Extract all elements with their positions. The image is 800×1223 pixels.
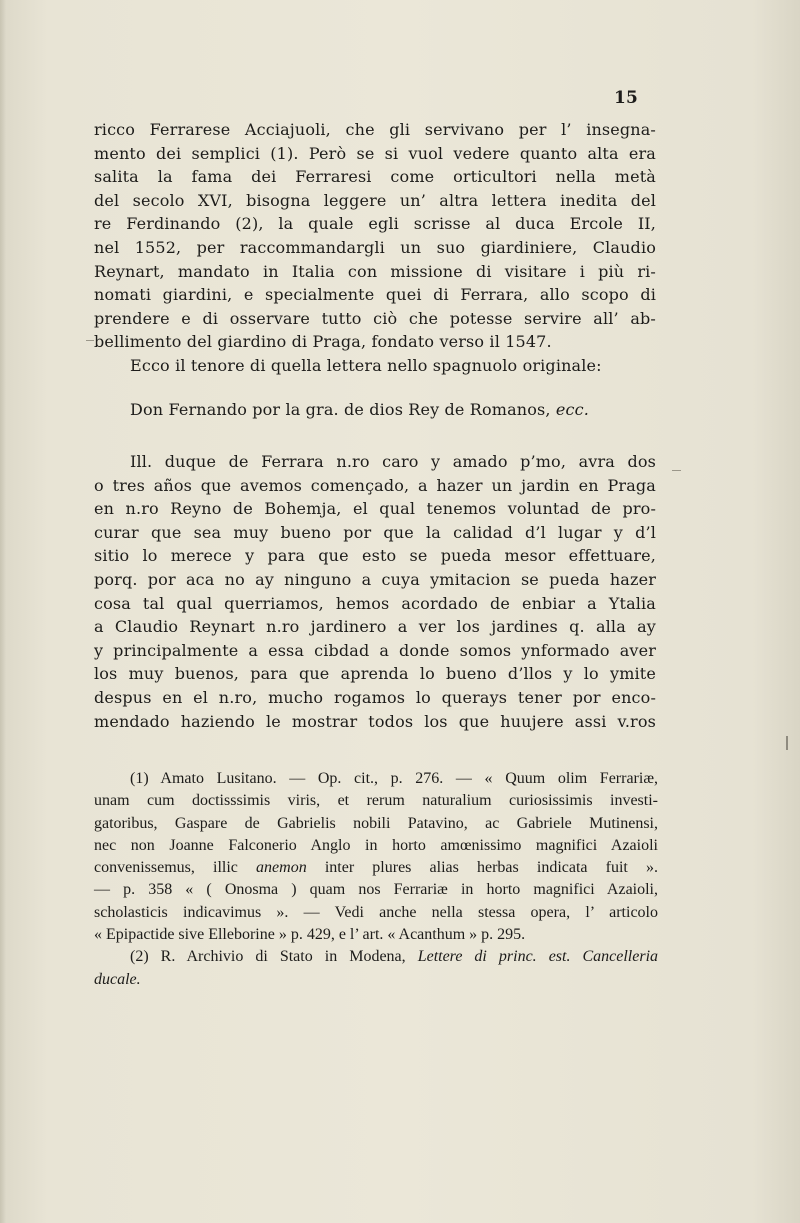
text-line: Reynart, mandato in Italia con missione di visitare i più ri- <box>94 261 656 281</box>
margin-mark-edge <box>786 736 788 750</box>
margin-mark-left <box>86 340 94 341</box>
text-line: del secolo XVI, bisogna leggere un’ altra lettera inedita del <box>94 190 656 210</box>
footnote-line: (1) Amato Lusitano. — Op. cit., p. 276. — « Quum olim Ferrariæ, <box>130 770 658 787</box>
text-line: nel 1552, per raccommandargli un suo giardiniere, Claudio <box>94 237 656 257</box>
footnote-text: convenissemus, illic <box>94 859 238 877</box>
text-line: prendere e di osservare tutto ciò che potesse servire all’ ab- <box>94 308 656 328</box>
letter-line: mendado haziendo le mostrar todos los que huujere assi v.ros <box>94 711 656 731</box>
footnote-line: — p. 358 « ( Onosma ) quam nos Ferrariæ in horto magnifici Azaioli, <box>94 881 658 899</box>
letter-line: curar que sea muy bueno por que la calidad d’l lugar y d’l <box>94 522 656 542</box>
letter-line: los muy buenos, para que aprenda lo bueno d’llos y lo ymite <box>94 664 656 684</box>
footnote-text: inter plures alias herbas indicata fuit ». <box>324 859 659 877</box>
text-line: bellimento del giardino di Praga, fondato verso il 1547. <box>94 332 552 352</box>
letter-heading <box>130 398 650 422</box>
letter-heading-line <box>130 398 650 422</box>
footnote-italic: Lettere di princ. est. Cancelleria <box>417 948 659 966</box>
footnote-line: « Epipactide sive Elleborine » p. 429, e l’ art. « Acanthum » p. 295. <box>94 926 526 944</box>
letter-line: cosa tal qual querriamos, hemos acordado de enbiar a Ytalia <box>94 593 656 613</box>
text-line: mento dei semplici (1). Però se si vuol vedere quanto alta era <box>94 143 656 163</box>
main-paragraph <box>94 118 656 378</box>
letter-heading-italic: ecc. <box>555 400 589 419</box>
footnote-line: scholasticis indicavimus ». — Vedi anche nella stessa opera, l’ articolo <box>94 903 658 921</box>
footnote-line <box>94 946 658 968</box>
footnote-line: unam cum doctisssimis viris, et rerum naturalium curiosissimis investi- <box>94 792 658 810</box>
footnote-text: (2) R. Archivio di Stato in Modena, <box>130 948 406 966</box>
letter-line: despus en el n.ro, mucho rogamos lo querays tener por enco- <box>94 687 656 707</box>
margin-mark-right <box>672 470 681 471</box>
text-line: Ecco il tenore di quella lettera nello spagnuolo originale: <box>130 355 602 375</box>
text-line: nomati giardini, e specialmente quei di Ferrara, allo scopo di <box>94 285 656 305</box>
footnote-line: ducale. <box>94 970 141 988</box>
page-number: 15 <box>614 88 639 108</box>
letter-line: sitio lo merece y para que esto se pueda mesor effettuare, <box>94 546 656 566</box>
letter-line: y principalmente a essa cibdad a donde somos ynformado aver <box>94 640 656 660</box>
letter-line: porq. por aca no ay ninguno a cuya ymitacion se pueda hazer <box>94 569 656 589</box>
letter-line: en n.ro Reyno de Bohemja, el qual tenemos voluntad de pro- <box>94 499 656 519</box>
text-line: re Ferdinando (2), la quale egli scrisse al duca Ercole II, <box>94 214 656 234</box>
letter-line: Ill. duque de Ferrara n.ro caro y amado p’mo, avra dos <box>130 452 656 471</box>
letter-heading-text: Don Fernando por la gra. de dios Rey de Romanos, <box>130 400 551 419</box>
page-edge-shadow <box>0 0 6 1223</box>
letter-line: a Claudio Reynart n.ro jardinero a ver los jardines q. alla ay <box>94 617 656 637</box>
text-line: ricco Ferrarese Acciajuoli, che gli servivano per l’ insegna- <box>94 120 656 139</box>
text-line: salita la fama dei Ferraresi come orticultori nella metà <box>94 167 656 187</box>
footnote-line: nec non Joanne Falconerio Anglo in horto amœnissimo magnifici Azaioli <box>94 836 658 854</box>
letter-line: o tres años que avemos començado, a hazer un jardin en Praga <box>94 475 656 495</box>
footnote-italic: anemon <box>256 859 307 877</box>
letter-body <box>94 450 656 733</box>
footnotes <box>94 768 658 991</box>
footnote-line: gatoribus, Gaspare de Gabrielis nobili Patavino, ac Gabriele Mutinensi, <box>94 814 658 832</box>
footnote-line <box>94 857 658 879</box>
